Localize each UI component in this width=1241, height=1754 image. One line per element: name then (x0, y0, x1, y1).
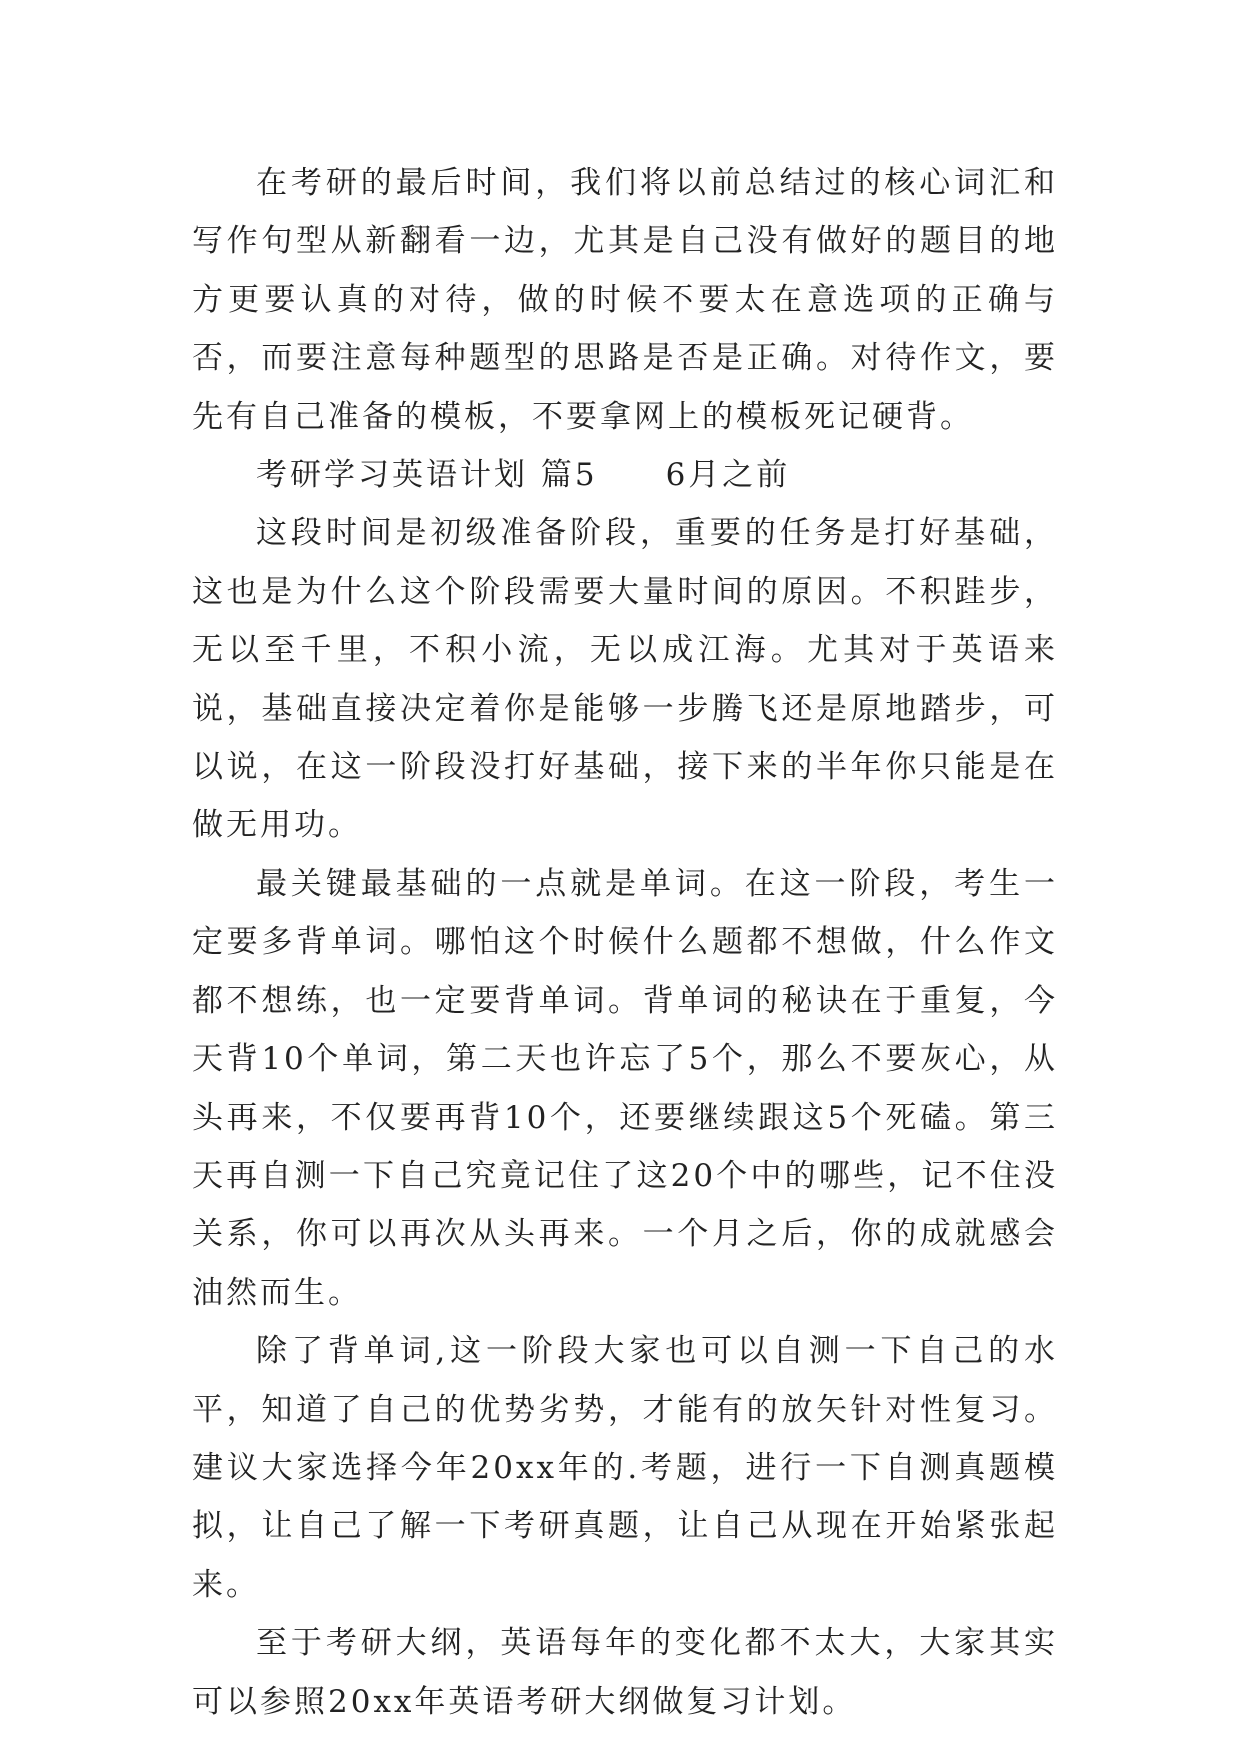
section-heading: 考研学习英语计划 篇5 6月之前 (256, 457, 791, 494)
paragraph-vocabulary: 最关键最基础的一点就是单词。在这一阶段，考生一定要多背单词。哪怕这个时候什么题都不想做，什么作文都不想练，也一定要背单词。背单词的秘诀在于重复，今天背10个单词，第二天也许忘了5个，那么不要灰心，从头再来，不仅要再背10个，还要继续跟这5个死磕。第三天再自测一下自己究竟记住了这20个中的哪些，记不住没关系，你可以再次从头再来。一个月之后，你的成就感会油然而生。 (192, 865, 1058, 1311)
paragraph-review-tips: 在考研的最后时间，我们将以前总结过的核心词汇和写作句型从新翻看一边，尤其是自己没有做好的题目的地方更要认真的对待，做的时候不要太在意选项的正确与否，而要注意每种题型的思路是否是正确。对待作文，要先有自己准备的模板，不要拿网上的模板死记硬背。 (192, 165, 1058, 435)
document-body (192, 154, 1058, 1731)
paragraph-syllabus: 至于考研大纲，英语每年的变化都不太大，大家其实可以参照20xx年英语考研大纲做复习计划。 (192, 1625, 1058, 1720)
paragraph-self-test: 除了背单词,这一阶段大家也可以自测一下自己的水平，知道了自己的优势劣势，才能有的放矢针对性复习。建议大家选择今年20xx年的.考题，进行一下自测真题模拟，让自己了解一下考研真题，让自己从现在开始紧张起来。 (192, 1333, 1058, 1603)
paragraph-foundation-stage: 这段时间是初级准备阶段，重要的任务是打好基础，这也是为什么这个阶段需要大量时间的原因。不积跬步，无以至千里，不积小流，无以成江海。尤其对于英语来说，基础直接决定着你是能够一步腾飞还是原地踏步，可以说，在这一阶段没打好基础，接下来的半年你只能是在做无用功。 (192, 515, 1058, 844)
